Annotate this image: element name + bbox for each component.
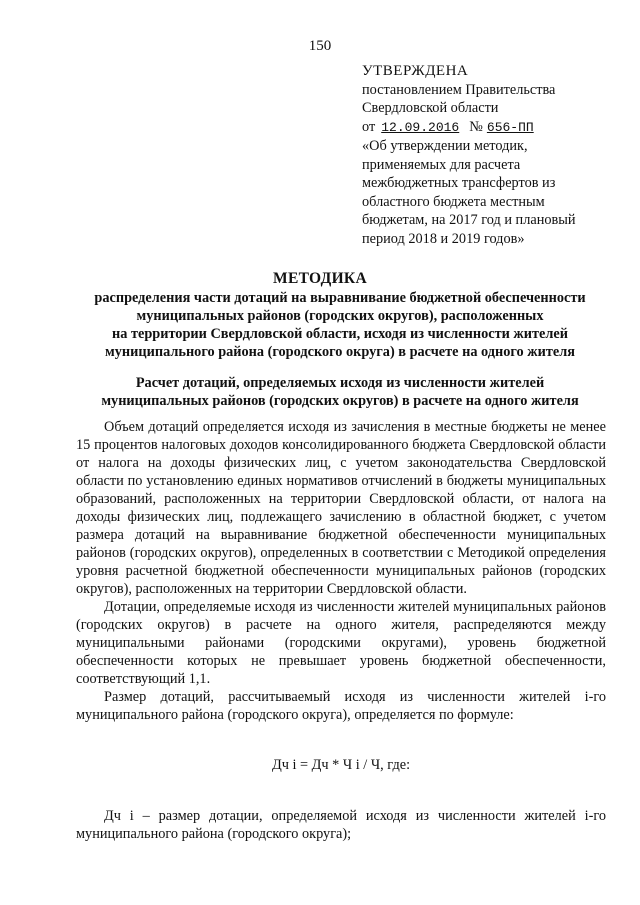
formula: Дч i = Дч * Ч i / Ч, где: xyxy=(271,757,411,773)
approval-title: УТВЕРЖДЕНА xyxy=(362,63,469,79)
section-heading xyxy=(50,374,630,410)
section-heading-line: Расчет дотаций, определяемых исходя из численности жителей xyxy=(135,375,545,391)
paragraph: Объем дотаций определяется исходя из зачисления в местные бюджеты не менее 15 процентов налоговых доходов консолидированного бюджета Свердловской области от налога на доходы физических лиц, с учетом законодательства Свердловской области по установлению единых нормативов отчислений в бюджеты муниципальных образований, расположенных на территории Свердловской области, от налога на доходы физических лиц, подлежащего зачислению в областной бюджет, с учетом размера дотаций на выравнивание бюджетной обеспеченности муниципальных районов (городских округов), определенных в соответствии с Методикой определения уровня расчетной бюджетной обеспеченности муниципальных районов (городских округов), расположенных на территории Свердловской области. xyxy=(76,419,606,597)
approval-block xyxy=(362,62,612,248)
subtitle-line: распределения части дотаций на выравнивание бюджетной обеспеченности xyxy=(94,290,586,306)
document-title: МЕТОДИКА xyxy=(273,270,367,287)
section-heading-line: муниципальных районов (городских округов) в расчете на одного жителя xyxy=(101,393,579,409)
approval-line: «Об утверждении методик, xyxy=(362,138,528,154)
approval-line: применяемых для расчета xyxy=(362,156,521,173)
paragraph: Размер дотаций, рассчитываемый исходя из численности жителей i-го муниципального района (городского округа), определяется по формуле: xyxy=(76,689,606,723)
number-label: № xyxy=(469,118,483,135)
approval-date: 12.09.2016 xyxy=(381,119,460,135)
subtitle-line: муниципальных районов (городских округов), расположенных xyxy=(136,308,544,324)
approval-line: период 2018 и 2019 годов» xyxy=(362,230,525,247)
subtitle-line: муниципального района (городского округа) в расчете на одного жителя xyxy=(105,344,575,360)
document-subtitle xyxy=(50,289,630,361)
approval-line: постановлением Правительства xyxy=(362,81,556,98)
paragraph: Дотации, определяемые исходя из численности жителей муниципальных районов (городских округов) в расчете на одного жителя, распределяются между муниципальными районами (городскими округами), уровень бюджетной обеспеченности которых не превышает уровень бюджетной обеспеченности, соответствующий 1,1. xyxy=(76,599,606,687)
from-label: от xyxy=(362,118,376,135)
approval-date-line xyxy=(362,118,612,138)
approval-number: 656-ПП xyxy=(486,119,534,135)
paragraph: Дч i – размер дотации, определяемой исходя из численности жителей i-го муниципального района (городского округа); xyxy=(76,808,606,842)
body-text xyxy=(76,418,606,843)
subtitle-line: на территории Свердловской области, исходя из численности жителей xyxy=(112,326,568,342)
approval-line: областного бюджета местным xyxy=(362,193,545,210)
approval-line: бюджетам, на 2017 год и плановый xyxy=(362,212,576,228)
page-number: 150 xyxy=(308,38,332,54)
approval-line: Свердловской области xyxy=(362,100,499,116)
approval-line: межбюджетных трансфертов из xyxy=(362,175,556,191)
